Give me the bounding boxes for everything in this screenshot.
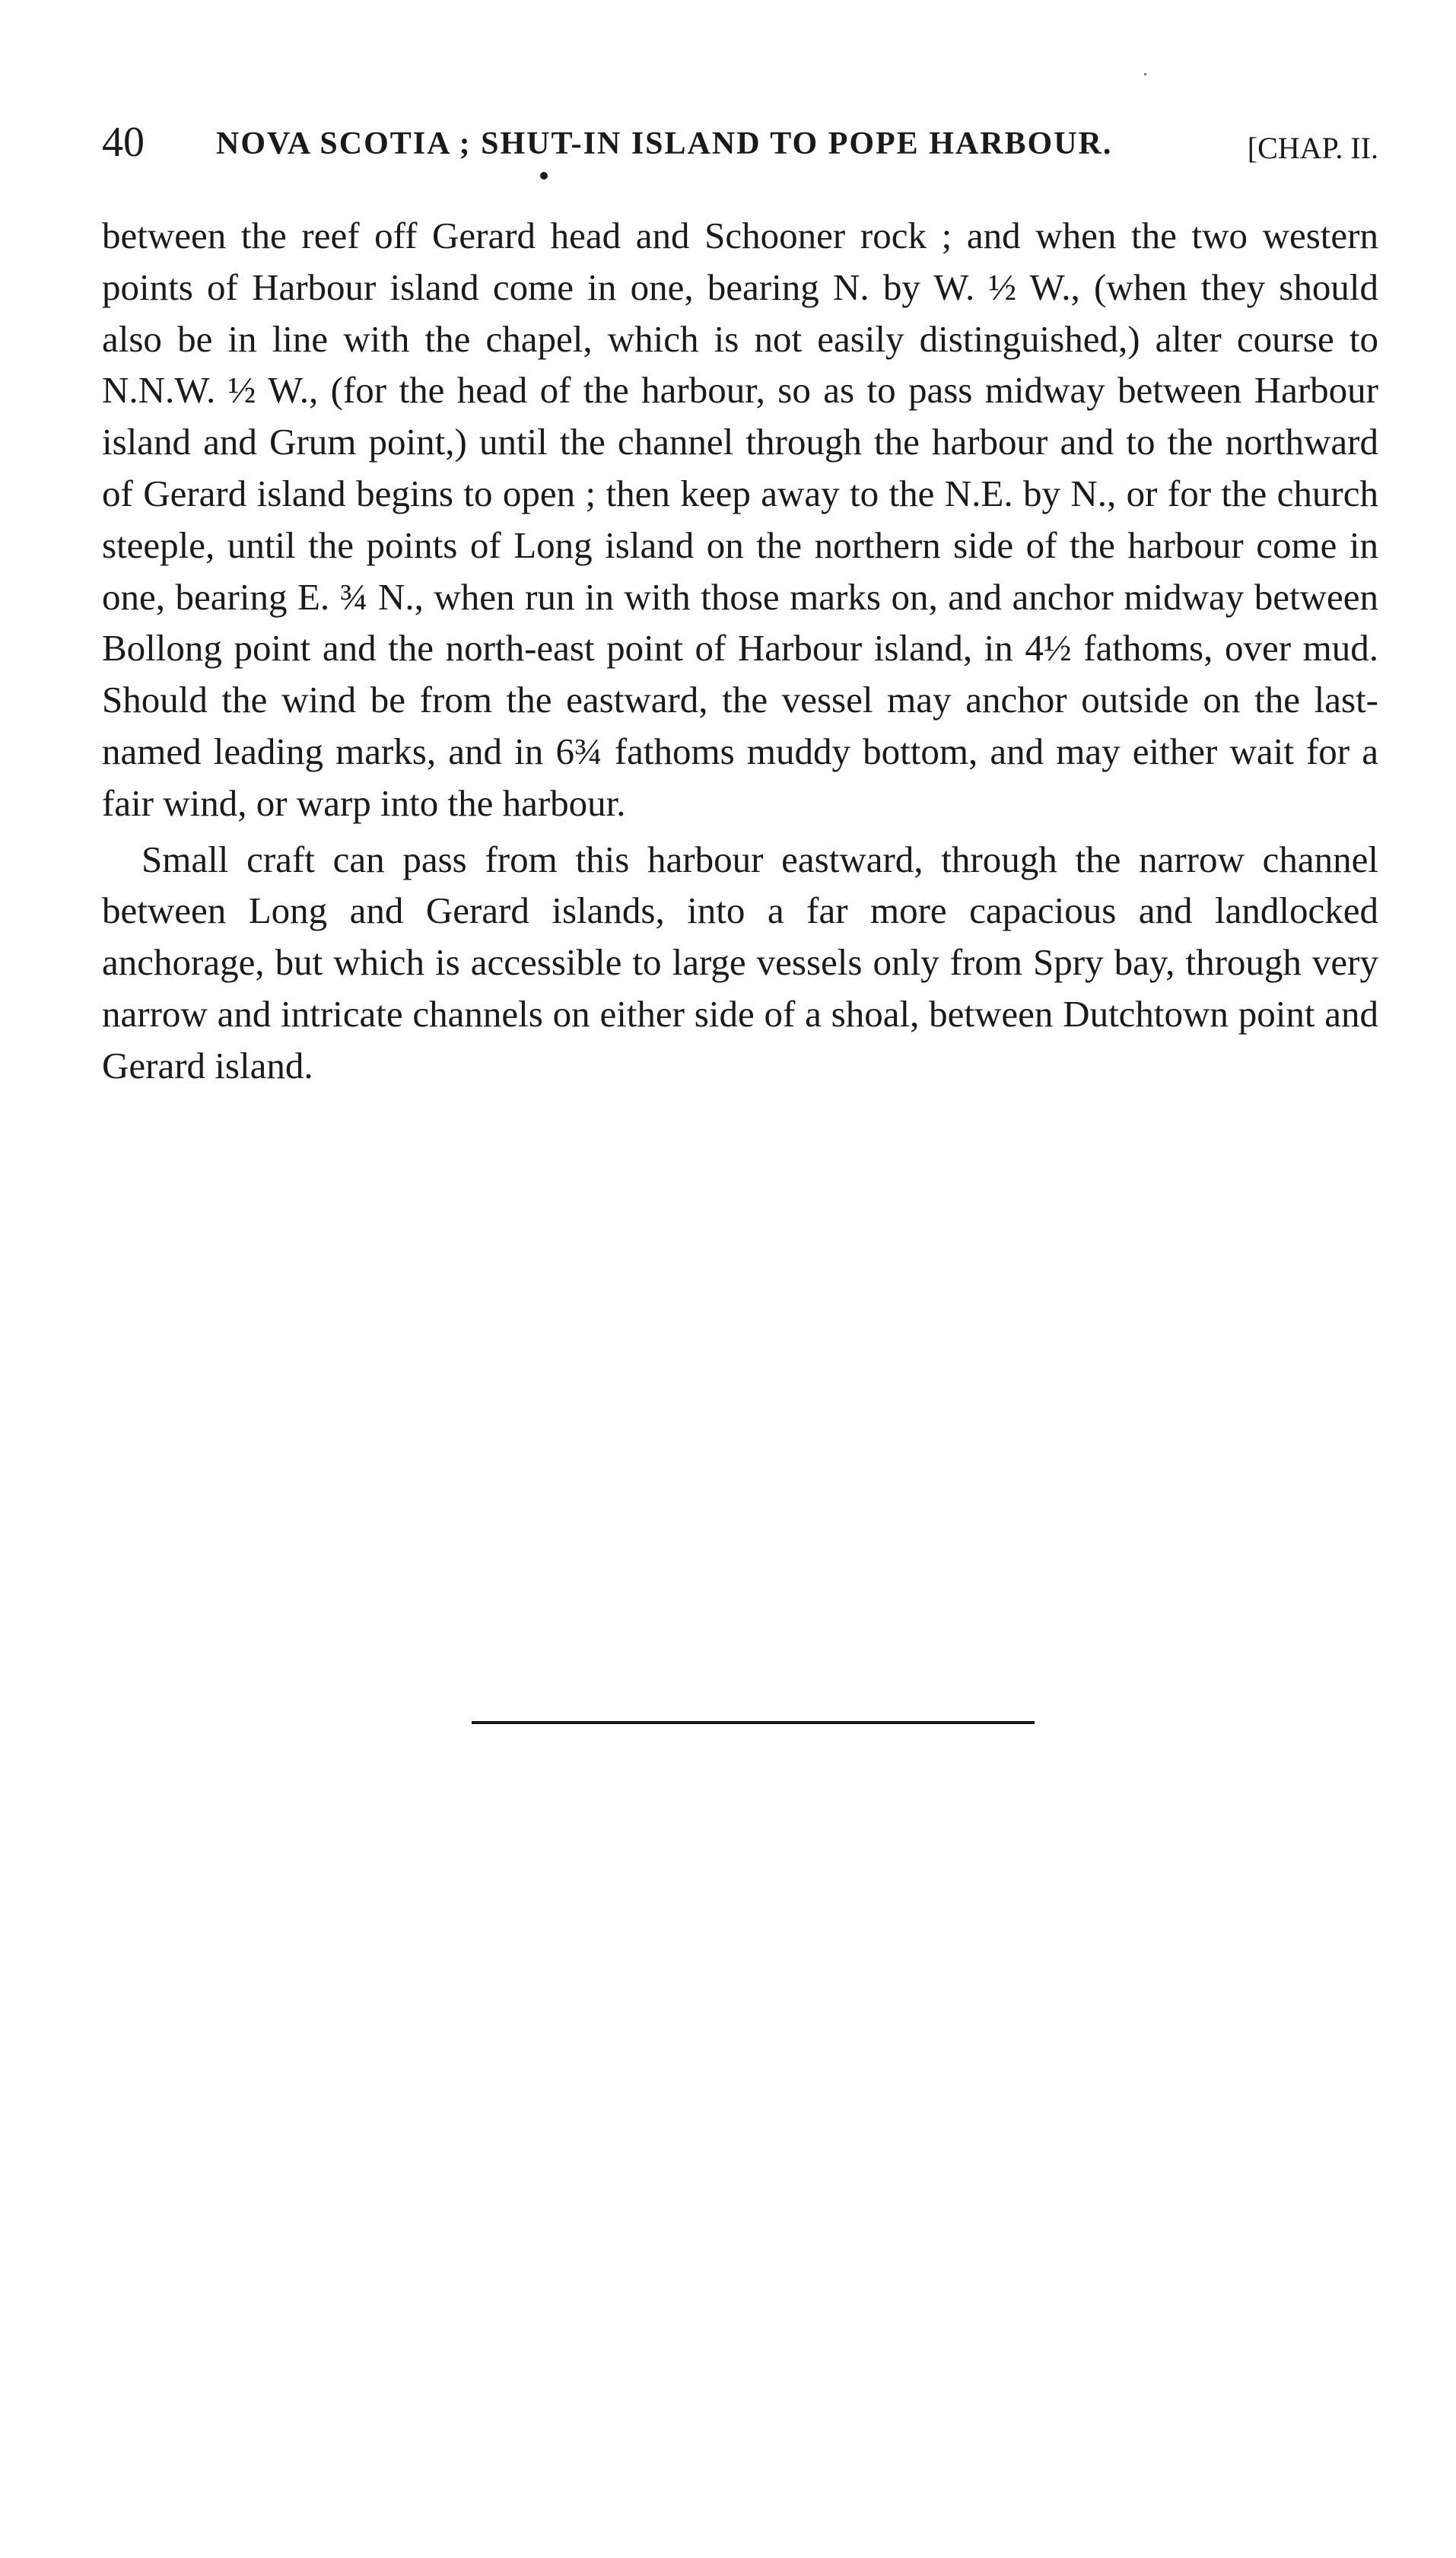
paragraph: Small craft can pass from this harbour eastward, through the narrow channel between Long and Gerard islands, into a far more capacious and landlocked anchorage, but which is accessible to large vessels only from Spry bay, through very narrow and intricate channels on either side of a shoal, between Dutchtown point and Gerard island. <box>102 838 1378 1087</box>
running-title: NOVA SCOTIA ; SHUT-IN ISLAND TO POPE HARBOUR. <box>216 126 1113 161</box>
section-end-rule <box>472 1721 1035 1724</box>
page-body <box>102 210 1378 1092</box>
running-header <box>102 116 1378 169</box>
print-speck <box>1144 73 1146 75</box>
header-dot-ornament <box>540 172 548 180</box>
page-number: 40 <box>102 119 145 166</box>
paragraph: between the reef off Gerard head and Schooner rock ; and when the two western points of Harbour island come in one, bearing N. by W. ½ W., (when they should also be in line with the chapel, which is not easily distinguished,) alter course to N.N.W. ½ W., (for the head of the harbour, so as to pass midway between Harbour island and Grum point,) until the channel through the harbour and to the northward of Gerard island begins to open ; then keep away to the N.E. by N., or for the church steeple, until the points of Long island on the northern side of the harbour come in one, bearing E. ¾ N., when run in with those marks on, and anchor midway between Bollong point and the north-east point of Harbour island, in 4½ fathoms, over mud. Should the wind be from the eastward, the vessel may anchor outside on the last-named leading marks, and in 6¾ fathoms muddy bottom, and may either wait for a fair wind, or warp into the harbour. <box>102 215 1378 824</box>
chapter-label: [CHAP. II. <box>1247 131 1378 165</box>
